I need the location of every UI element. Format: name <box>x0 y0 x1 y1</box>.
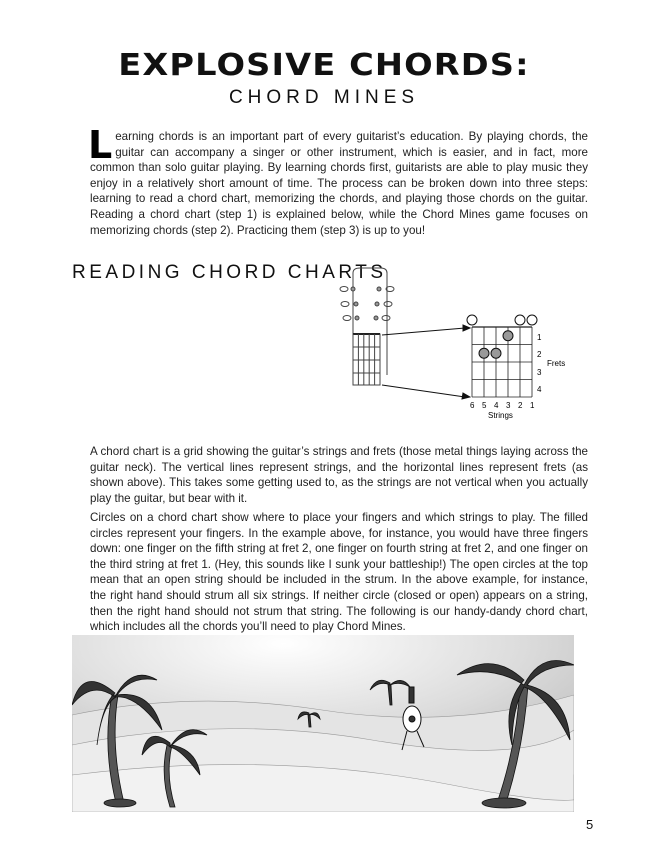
string-number: 5 <box>482 401 487 410</box>
finger-dot <box>503 331 513 341</box>
page-title: EXPLOSIVE CHORDS: <box>118 48 530 83</box>
open-string-circle <box>467 315 477 325</box>
section-heading: READING CHORD CHARTS <box>72 262 387 283</box>
page-subtitle: CHORD MINES <box>228 87 420 108</box>
string-number: 1 <box>530 401 535 410</box>
fret-number: 1 <box>537 333 542 342</box>
chord-grid <box>467 315 537 397</box>
string-number: 3 <box>506 401 511 410</box>
open-string-circle <box>527 315 537 325</box>
chord-chart-explanation: A chord chart is a grid showing the guitar’s strings and frets (those metal things laying across the guitar neck). The vertical lines represent strings, and the horizontal lines represent frets (as shown above). This takes some getting used to, as the strings are not vertical when you actually play the guitar, but bear with it. <box>90 445 588 505</box>
intro-paragraph <box>88 123 588 238</box>
circles-explanation: Circles on a chord chart show where to place your fingers and which strings to play. The filled circles represent your fingers. In the example above, for instance, you would have three fingers down: one finger on the fifth string at fret 2, one finger on fourth string at fret 2, and one finger on the third string at fret 1. (Hey, this sounds like I sunk your battleship!) The open circles at the top mean that an open string should be included in the strum. In the above example, for instance, the right hand should strum all six strings. If neither circle (closed or open) appears on a string, then the right hand should not strum that string. The following is our handy-dandy chord chart, which includes all the chords you’ll need to play Chord Mines. <box>90 511 588 634</box>
strings-label: Strings <box>488 411 513 420</box>
intro-text: earning chords is an important part of every guitarist’s education. By playing chords, the guitar can accompany a singer or other instrument, which is easier, and in fact, more common than solo guitar playing. By learning chords first, guitarists are able to play music they enjoy in a relatively short amount of time. The process can be broken down into three steps: learning to read a chord chart, memorizing the chords, and playing those chords on the guitar. Reading a chord chart (step 1) is explained below, while the Chord Mines game focuses on memorizing chords (step 2). Practicing them (step 3) is up to you! <box>90 130 588 237</box>
desert-palm-illustration <box>72 635 574 812</box>
fret-number: 4 <box>537 385 542 394</box>
finger-dot <box>491 348 501 358</box>
string-number: 6 <box>470 401 475 410</box>
page-number: 5 <box>586 817 594 832</box>
fret-number: 3 <box>537 368 542 377</box>
guitar-headstock-icon <box>340 268 394 385</box>
string-number: 2 <box>518 401 523 410</box>
open-string-circle <box>515 315 525 325</box>
finger-dot <box>479 348 489 358</box>
drop-cap: L <box>88 123 113 167</box>
chord-chart-diagram <box>320 260 580 430</box>
arrows <box>382 325 470 399</box>
frets-label: Frets <box>547 359 566 368</box>
string-number: 4 <box>494 401 499 410</box>
fret-number: 2 <box>537 350 542 359</box>
